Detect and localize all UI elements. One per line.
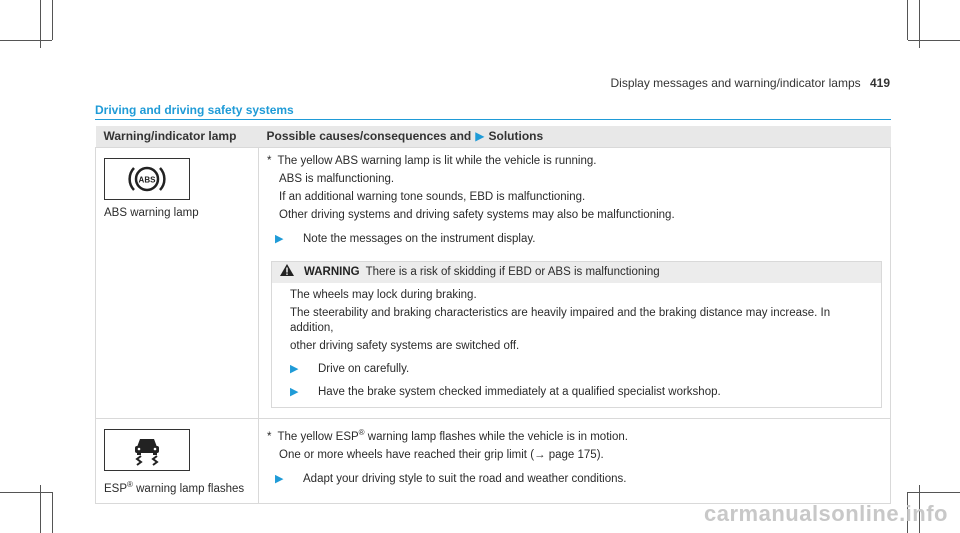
table-header-row	[96, 126, 891, 148]
warning-triangle-icon	[280, 264, 294, 281]
cause-line	[267, 154, 882, 169]
esp-lamp-label	[104, 477, 250, 497]
page-number: 419	[869, 76, 890, 90]
crop-mark	[907, 0, 908, 40]
esp-label-suffix: warning lamp flashes	[132, 482, 245, 495]
arrow-right-icon: ▶	[275, 472, 284, 485]
footnote-star: *	[267, 155, 272, 167]
svg-text:ABS: ABS	[138, 175, 156, 185]
causes-cell	[259, 148, 891, 419]
solution-step	[275, 232, 882, 247]
cause-line: Other driving systems and driving safety systems may also be malfunctioning.	[279, 209, 675, 221]
crop-mark	[0, 40, 52, 41]
header-title: Display messages and warning/indicator lamps	[610, 76, 861, 90]
solution-step	[275, 472, 882, 487]
warning-step	[290, 385, 873, 400]
abs-lamp-label: ABS warning lamp	[104, 207, 199, 219]
solution-text: Note the messages on the instrument display.	[303, 233, 536, 245]
warning-lamp-table	[95, 126, 891, 504]
table-row	[96, 148, 891, 419]
crop-mark	[0, 492, 52, 493]
abs-warning-icon	[104, 158, 190, 200]
warning-subtitle: There is a risk of skidding if EBD or ABS is malfunctioning	[365, 266, 660, 278]
solution-text: Adapt your driving style to suit the road and weather conditions.	[303, 472, 627, 485]
warning-title: WARNING	[304, 266, 360, 278]
section-title: Driving and driving safety systems	[95, 103, 294, 117]
warning-step-text: Have the brake system checked immediately at a qualified specialist workshop.	[318, 386, 721, 398]
warning-body	[272, 283, 881, 407]
lamp-cell	[96, 148, 259, 419]
watermark: carmanualsonline.info	[704, 501, 948, 526]
causes-cell	[259, 419, 891, 504]
arrow-right-icon: ▶	[275, 233, 284, 245]
crop-mark	[908, 492, 960, 493]
cause-line	[267, 425, 882, 445]
crop-mark	[908, 40, 960, 41]
registered-mark: ®	[127, 480, 133, 489]
crop-mark	[52, 0, 53, 40]
warning-step	[290, 362, 873, 377]
solutions-label: Solutions	[488, 129, 544, 143]
causes-label: Possible causes/consequences and	[266, 129, 472, 143]
crop-mark	[52, 492, 53, 533]
esp-label-text: ESP	[104, 482, 128, 495]
column-header-causes	[259, 126, 891, 148]
warning-line: The wheels may lock during braking.	[290, 289, 477, 301]
cause-text-suffix: warning lamp flashes while the vehicle is in motion.	[364, 430, 628, 443]
arrow-right-icon: ▶	[290, 363, 299, 375]
warning-line: The steerability and braking characteristics are heavily impaired and the braking distance may increase. In addition,	[290, 307, 831, 334]
cause-line: One or more wheels have reached their grip limit (→ page 175).	[279, 448, 604, 461]
column-header-lamp: Warning/indicator lamp	[96, 126, 259, 148]
warning-box	[271, 261, 882, 408]
warning-header	[272, 262, 881, 283]
table-row	[96, 419, 891, 504]
arrow-right-icon: ▶	[290, 386, 299, 398]
section-divider	[95, 119, 891, 120]
warning-step-text: Drive on carefully.	[318, 363, 410, 375]
lamp-cell	[96, 419, 259, 504]
cause-line: If an additional warning tone sounds, EBD is malfunctioning.	[279, 191, 586, 203]
esp-skid-icon	[104, 429, 190, 471]
page-header	[611, 76, 891, 90]
warning-line: other driving safety systems are switched off.	[290, 340, 520, 352]
footnote-star: *	[267, 430, 272, 443]
arrow-right-icon: ▶	[475, 129, 485, 143]
registered-mark: ®	[358, 428, 365, 437]
cause-text: The yellow ABS warning lamp is lit while the vehicle is running.	[277, 155, 597, 167]
cause-text: The yellow ESP	[277, 430, 359, 443]
cause-line: ABS is malfunctioning.	[279, 173, 395, 185]
